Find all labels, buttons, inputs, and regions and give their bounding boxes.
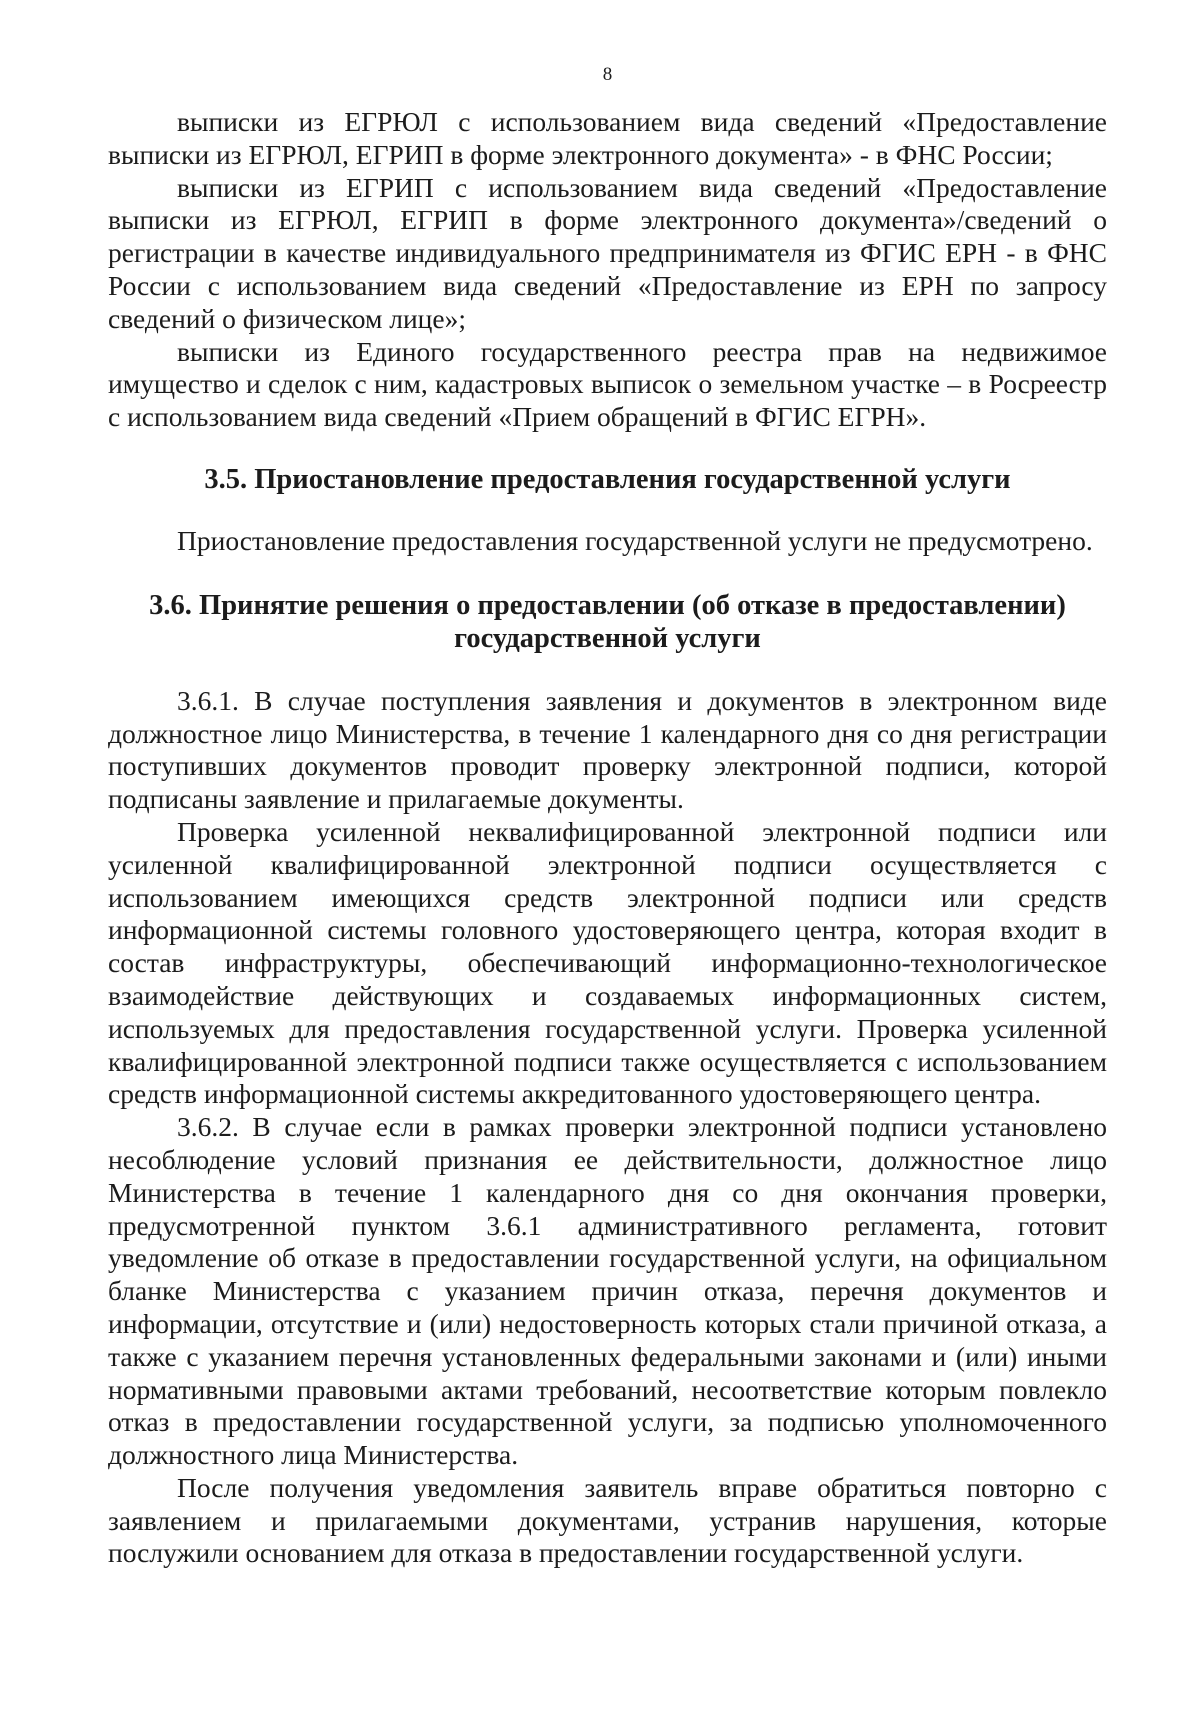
paragraph-egrip-extract: выписки из ЕГРИП с использованием вида сведений «Предоставление выписки из ЕГРЮЛ, ЕГРИП в форме электронного документа»/сведений о регистрации в качестве индивидуального предпринимателя из ФГИС ЕРН - в ФНС России с использованием вида сведений «Предоставление из ЕРН по запросу сведений о физическом лице»; [108, 171, 1107, 334]
paragraph-rosreestr-extract: выписки из Единого государственного реестра прав на недвижимое имущество и сделок с ним, кадастровых выписок о земельном участке – в Росреестр с использованием вида сведений «Прием обращений в ФГИС ЕГРН». [108, 335, 1107, 433]
paragraph-resubmission: После получения уведомления заявитель вправе обратиться повторно с заявлением и прилагаемыми документами, устранив нарушения, которые послужили основанием для отказа в предоставлении государственной услуги. [108, 1471, 1107, 1569]
paragraph-3-6-2: 3.6.2. В случае если в рамках проверки электронной подписи установлено несоблюдение условий признания ее действительности, должностное лицо Министерства в течение 1 календарного дня со дня окончания проверки, предусмотренной пунктом 3.6.1 административного регламента, готовит уведомление об отказе в предоставлении государственной услуги, на официальном бланке Министерства с указанием причин отказа, перечня документов и информации, отсутствие и (или) недостоверность которых стали причиной отказа, а также с указанием перечня установленных федеральными законами и (или) иными нормативными правовыми актами требований, несоответствие которым повлекло отказ в предоставлении государственной услуги, за подписью уполномоченного должностного лица Министерства. [108, 1111, 1107, 1471]
section-3-6-heading [108, 589, 1107, 655]
section-3-6-heading-line1: 3.6. Принятие решения о предоставлении (об отказе в предоставлении) [149, 589, 1066, 621]
section-3-5-text: Приостановление предоставления государственной услуги не предусмотрено. [177, 524, 1093, 556]
page-number: 8 [602, 64, 613, 85]
paragraph-3-6-1: 3.6.1. В случае поступления заявления и документов в электронном виде должностное лицо Министерства, в течение 1 календарного дня со дня регистрации поступивших документов проводит проверку электронной подписи, которой подписаны заявление и прилагаемые документы. [108, 684, 1107, 815]
section-3-6-heading-line2: государственной услуги [454, 622, 761, 654]
paragraph-signature-check: Проверка усиленной неквалифицированной электронной подписи или усиленной квалифицированной электронной подписи осуществляется с использованием имеющихся средств электронной подписи или средств информационной системы головного удостоверяющего центра, которая входит в состав инфраструктуры, обеспечивающий информационно-технологическое взаимодействие действующих и создаваемых информационных систем, используемых для предоставления государственной услуги. Проверка усиленной квалифицированной электронной подписи также осуществляется с использованием средств информационной системы аккредитованного удостоверяющего центра. [108, 815, 1107, 1110]
section-3-5-heading: 3.5. Приостановление предоставления государственной услуги [204, 463, 1011, 495]
paragraph-egrul-extract: выписки из ЕГРЮЛ с использованием вида сведений «Предоставление выписки из ЕГРЮЛ, ЕГРИП в форме электронного документа» - в ФНС России; [108, 106, 1107, 170]
